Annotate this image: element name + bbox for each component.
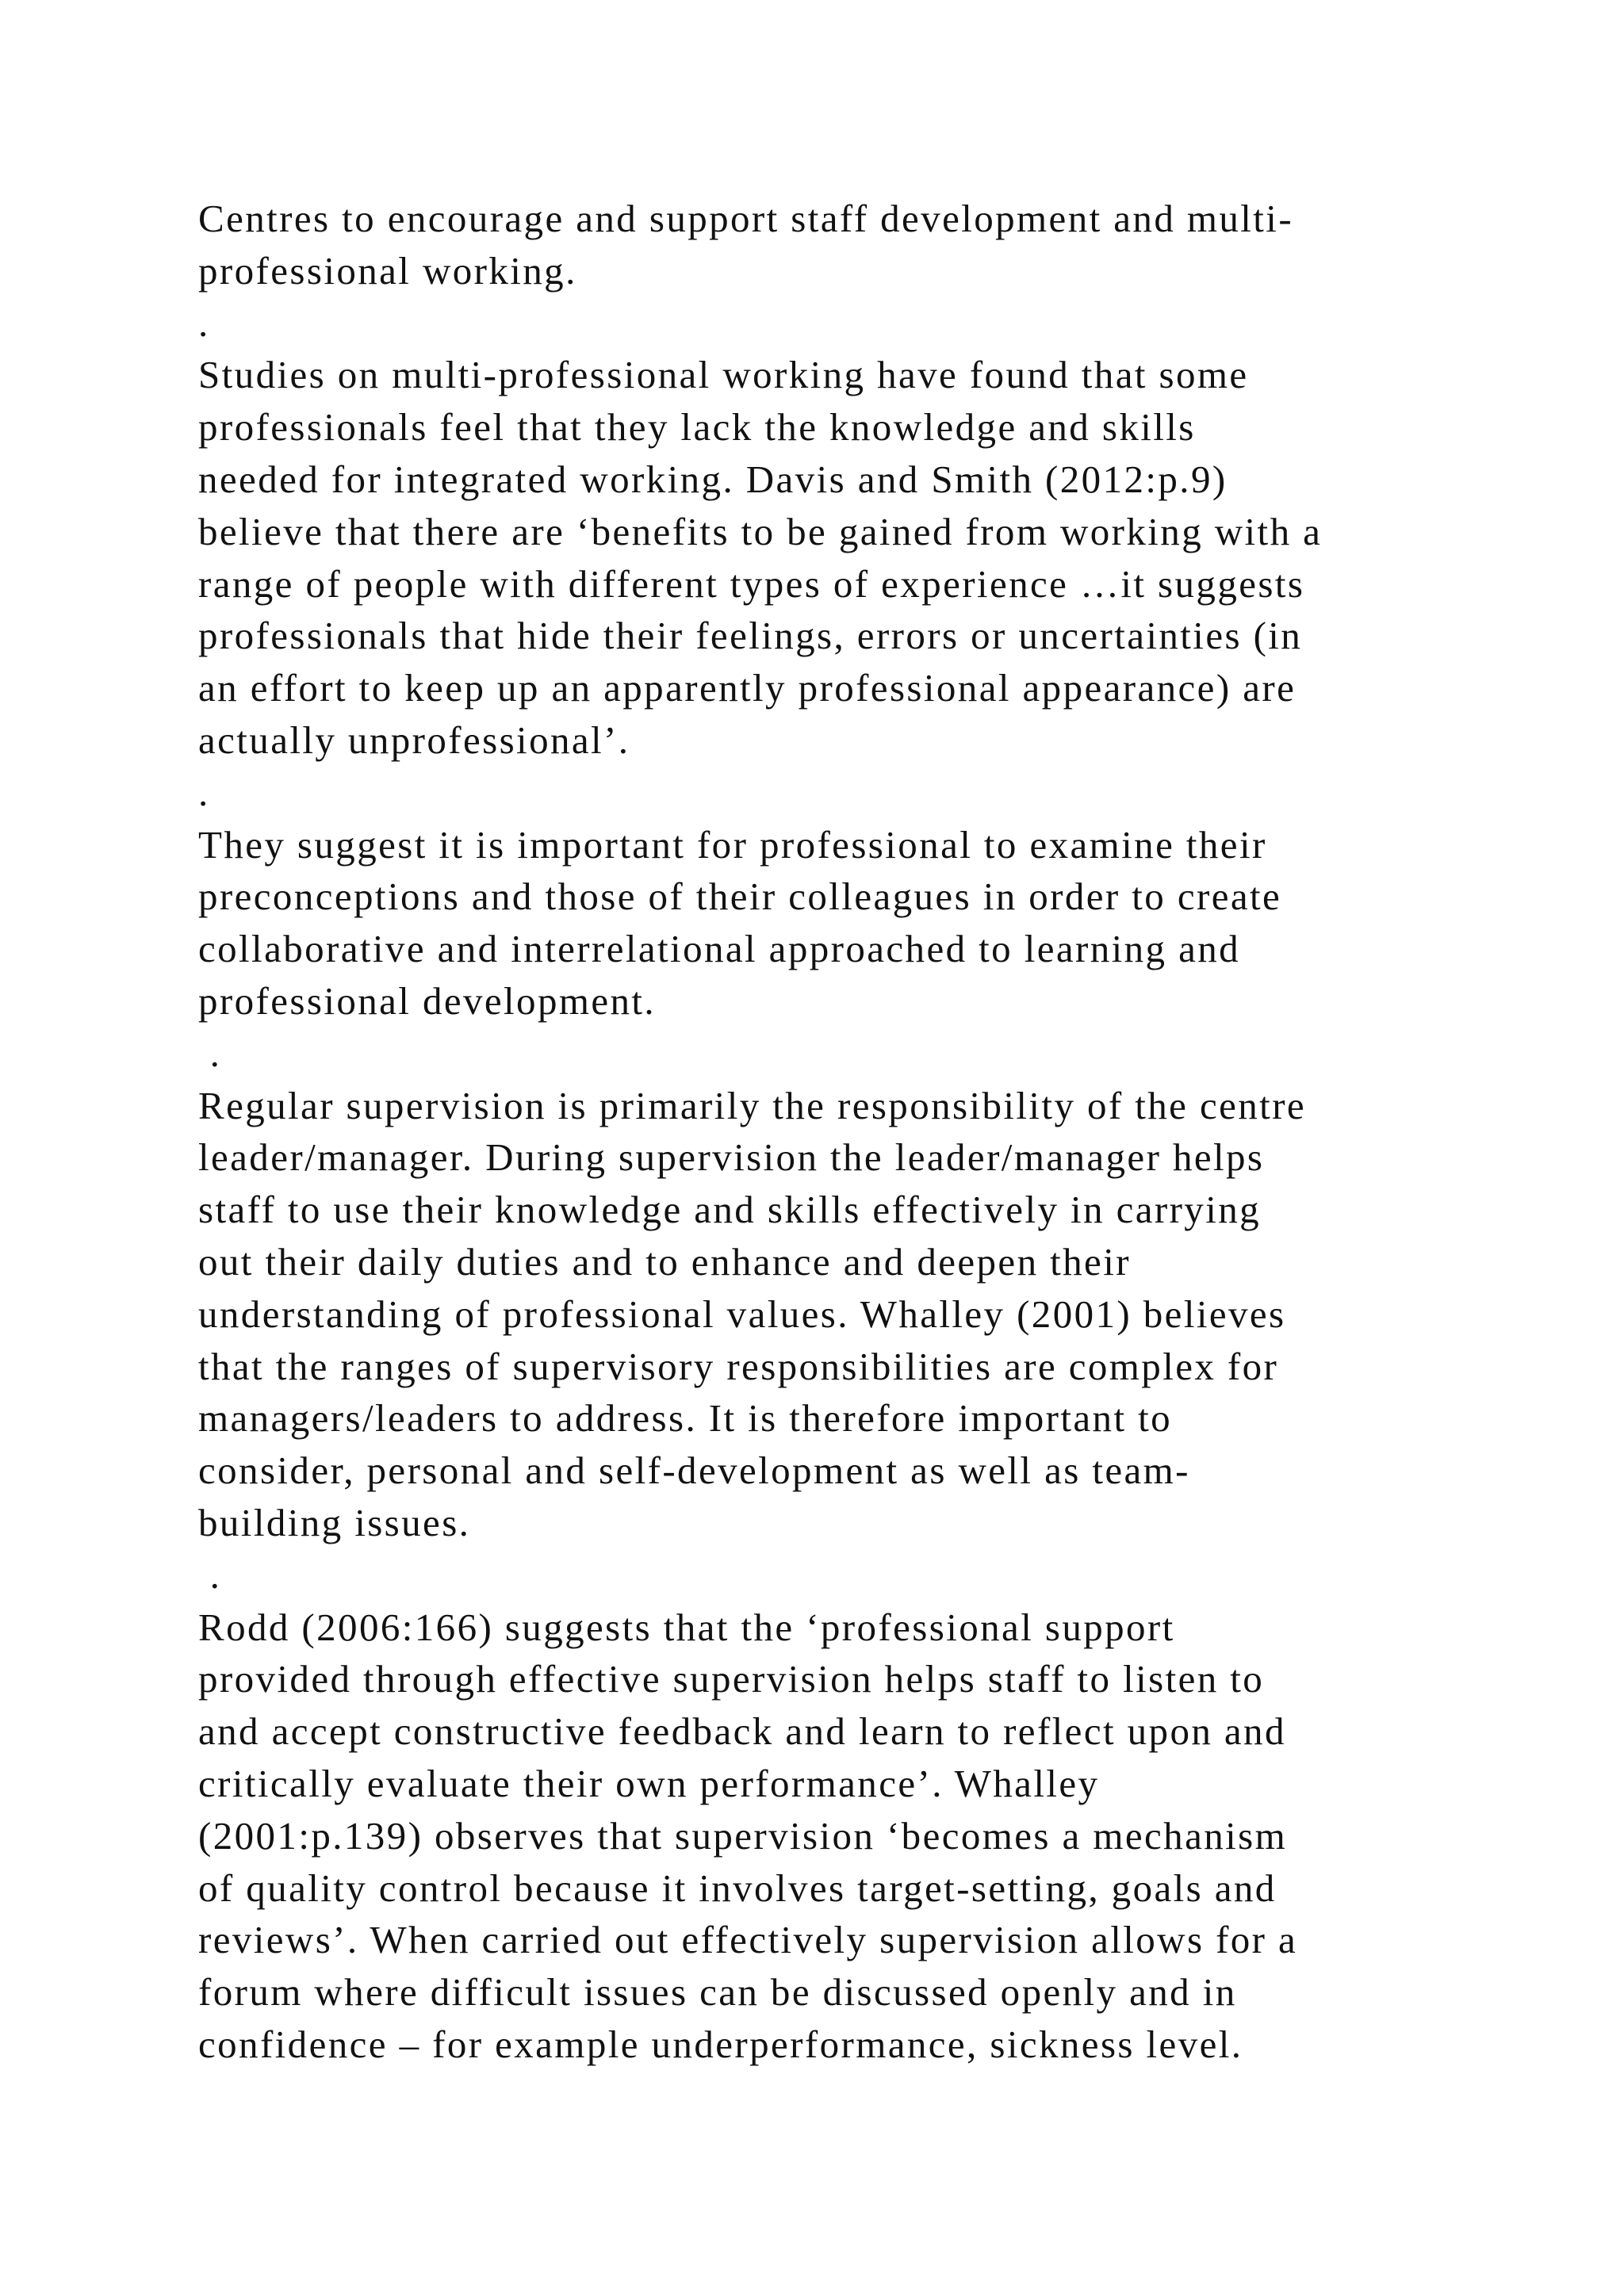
text-line: professional development.: [198, 978, 657, 1023]
separator-dot: .: [198, 1031, 222, 1075]
text-line: professional working.: [198, 248, 577, 293]
text-line: collaborative and interrelational approached to learning and: [198, 927, 1241, 971]
text-line: out their daily duties and to enhance and deepen their: [198, 1239, 1131, 1284]
text-line: needed for integrated working. Davis and Smith (2012:p.9): [198, 457, 1228, 501]
text-line: (2001:p.139) observes that supervision ‘becomes a mechanism: [198, 1813, 1288, 1858]
text-line: of quality control because it involves target-setting, goals and: [198, 1866, 1277, 1910]
text-line: professionals that hide their feelings, errors or uncertainties (in: [198, 614, 1303, 658]
text-line: critically evaluate their own performance’. Whalley: [198, 1761, 1100, 1805]
text-line: staff to use their knowledge and skills effectively in carrying: [198, 1188, 1262, 1232]
text-line: confidence – for example underperformance, sickness level.: [198, 2022, 1243, 2066]
separator-dot: .: [198, 1552, 222, 1597]
text-line: and accept constructive feedback and learn to reflect upon and: [198, 1709, 1286, 1754]
text-line: provided through effective supervision helps staff to listen to: [198, 1657, 1265, 1701]
text-line: forum where difficult issues can be discussed openly and in: [198, 1970, 1237, 2015]
document-body: [198, 193, 1546, 2071]
text-line: consider, personal and self-development as well as team-: [198, 1448, 1190, 1493]
text-line: Regular supervision is primarily the responsibility of the centre: [198, 1083, 1307, 1127]
text-line: understanding of professional values. Whalley (2001) believes: [198, 1292, 1286, 1336]
text-line: managers/leaders to address. It is therefore important to: [198, 1396, 1173, 1441]
text-line: professionals feel that they lack the knowledge and skills: [198, 405, 1196, 450]
text-line: believe that there are ‘benefits to be gained from working with a: [198, 509, 1323, 553]
text-line: Studies on multi-professional working have found that some: [198, 353, 1249, 397]
text-line: reviews’. When carried out effectively supervision allows for a: [198, 1918, 1298, 1962]
text-line: that the ranges of supervisory responsibilities are complex for: [198, 1344, 1279, 1388]
separator-dot: .: [198, 300, 210, 345]
text-line: preconceptions and those of their colleagues in order to create: [198, 874, 1282, 919]
text-line: range of people with different types of experience …it suggests: [198, 561, 1305, 606]
text-line: They suggest it is important for professional to examine their: [198, 822, 1267, 867]
separator-dot: .: [198, 770, 210, 814]
text-line: actually unprofessional’.: [198, 718, 630, 762]
text-line: an effort to keep up an apparently professional appearance) are: [198, 666, 1297, 710]
text-line: Rodd (2006:166) suggests that the ‘professional support: [198, 1605, 1175, 1649]
text-line: Centres to encourage and support staff development and multi-: [198, 197, 1294, 240]
text-line: leader/manager. During supervision the leader/manager helps: [198, 1135, 1265, 1180]
text-line: building issues.: [198, 1500, 471, 1544]
